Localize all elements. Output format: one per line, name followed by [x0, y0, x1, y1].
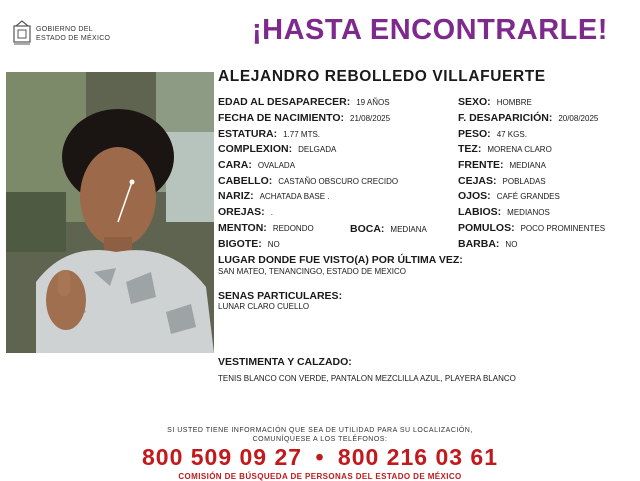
- detail-hair: [218, 174, 398, 188]
- coat-of-arms-icon: [12, 20, 32, 46]
- detail-value: DELGADA: [298, 145, 337, 154]
- detail-value: POBLADAS: [502, 177, 546, 186]
- detail-mouth: [350, 222, 427, 236]
- detail-value: CASTAÑO OBSCURO CRECIDO: [278, 177, 399, 186]
- last-seen-value: SAN MATEO, TENANCINGO, ESTADO DE MEXICO: [218, 267, 407, 276]
- detail-complexion: [458, 142, 552, 156]
- detail-label: FECHA DE NACIMIENTO:: [218, 112, 344, 124]
- detail-height: [218, 127, 320, 141]
- detail-value: MEDIANA: [509, 161, 546, 170]
- marks-value: LUNAR CLARO CUELLO: [218, 302, 310, 311]
- detail-label: POMULOS:: [458, 222, 515, 234]
- detail-label: CEJAS:: [458, 175, 497, 187]
- detail-eyes: [458, 189, 560, 203]
- detail-value: MEDIANOS: [507, 208, 550, 217]
- phone-numbers: [0, 444, 640, 471]
- detail-eyebrows: [458, 174, 546, 188]
- detail-label: BARBA:: [458, 238, 500, 250]
- detail-disappearance-date: [458, 111, 598, 125]
- detail-label: COMPLEXION:: [218, 143, 293, 155]
- detail-sex: [458, 95, 532, 109]
- portrait-image: [6, 72, 214, 353]
- detail-value: .: [270, 208, 273, 217]
- detail-value: 21/08/2025: [350, 114, 391, 123]
- clothing-label: VESTIMENTA Y CALZADO:: [218, 356, 352, 368]
- detail-label: BIGOTE:: [218, 238, 262, 250]
- detail-label: BOCA:: [350, 223, 385, 235]
- phone-separator: •: [315, 444, 325, 470]
- detail-value: ACHATADA BASE .: [259, 192, 330, 201]
- government-logo: [6, 18, 116, 52]
- headline: ¡HASTA ENCONTRARLE!: [252, 14, 608, 46]
- marks-label: SENAS PARTICULARES:: [218, 290, 343, 302]
- detail-age: [218, 95, 390, 109]
- detail-mustache: [218, 237, 280, 251]
- detail-label: F. DESAPARICIÓN:: [458, 112, 553, 124]
- detail-label: TEZ:: [458, 143, 482, 155]
- detail-value: 1.77 MTS.: [283, 130, 321, 139]
- detail-label: SEXO:: [458, 96, 491, 108]
- detail-label: FRENTE:: [458, 159, 504, 171]
- commission-name: COMISIÓN DE BÚSQUEDA DE PERSONAS DEL ESTADO DE MÉXICO: [178, 472, 462, 481]
- detail-label: ESTATURA:: [218, 128, 278, 140]
- info-note-line1: SI USTED TIENE INFORMACIÓN QUE SEA DE UTILIDAD PARA SU LOCALIZACIÓN,: [167, 427, 473, 434]
- detail-lips: [458, 205, 550, 219]
- detail-label: EDAD AL DESAPARECER:: [218, 96, 351, 108]
- detail-value: 19 AÑOS: [356, 98, 390, 107]
- detail-label: CARA:: [218, 159, 252, 171]
- detail-value: 47 KGS.: [496, 130, 527, 139]
- detail-value: 20/08/2025: [558, 114, 599, 123]
- detail-label: OREJAS:: [218, 206, 265, 218]
- detail-label: LABIOS:: [458, 206, 502, 218]
- detail-forehead: [458, 158, 546, 172]
- info-note-line2: COMUNÍQUESE A LOS TELÉFONOS:: [252, 436, 388, 443]
- detail-value: MORENA CLARO: [487, 145, 552, 154]
- detail-value: NO: [505, 240, 518, 249]
- detail-value: NO: [267, 240, 280, 249]
- detail-value: REDONDO: [272, 224, 314, 233]
- detail-face: [218, 158, 295, 172]
- phone-number-2: 800 216 03 61: [337, 444, 499, 470]
- person-photo: [6, 72, 214, 353]
- clothing-value: TENIS BLANCO CON VERDE, PANTALON MEZCLILLA AZUL, PLAYERA BLANCO: [218, 374, 516, 383]
- detail-beard: [458, 237, 517, 251]
- logo-text-line2: ESTADO DE MÉXICO: [36, 35, 111, 42]
- detail-label: NARIZ:: [218, 190, 254, 202]
- detail-label: MENTON:: [218, 222, 267, 234]
- phone-number-1: 800 509 09 27: [141, 444, 303, 470]
- detail-weight: [458, 127, 527, 141]
- detail-label: PESO:: [458, 128, 491, 140]
- logo-text-line1: GOBIERNO DEL: [36, 26, 93, 33]
- detail-value: OVALADA: [257, 161, 296, 170]
- detail-build: [218, 142, 336, 156]
- detail-value: POCO PROMINENTES: [520, 224, 606, 233]
- detail-value: MEDIANA: [390, 225, 427, 234]
- detail-cheekbones: [458, 221, 605, 235]
- last-seen-label: LUGAR DONDE FUE VISTO(A) POR ÚLTIMA VEZ:: [218, 254, 463, 266]
- detail-chin: [218, 221, 314, 235]
- detail-value: HOMBRE: [496, 98, 532, 107]
- detail-label: CABELLO:: [218, 175, 273, 187]
- detail-birthdate: [218, 111, 390, 125]
- person-name: ALEJANDRO REBOLLEDO VILLAFUERTE: [218, 68, 546, 85]
- detail-ears: [218, 205, 273, 219]
- detail-label: OJOS:: [458, 190, 491, 202]
- detail-nose: [218, 189, 330, 203]
- detail-value: CAFÉ GRANDES: [496, 192, 560, 201]
